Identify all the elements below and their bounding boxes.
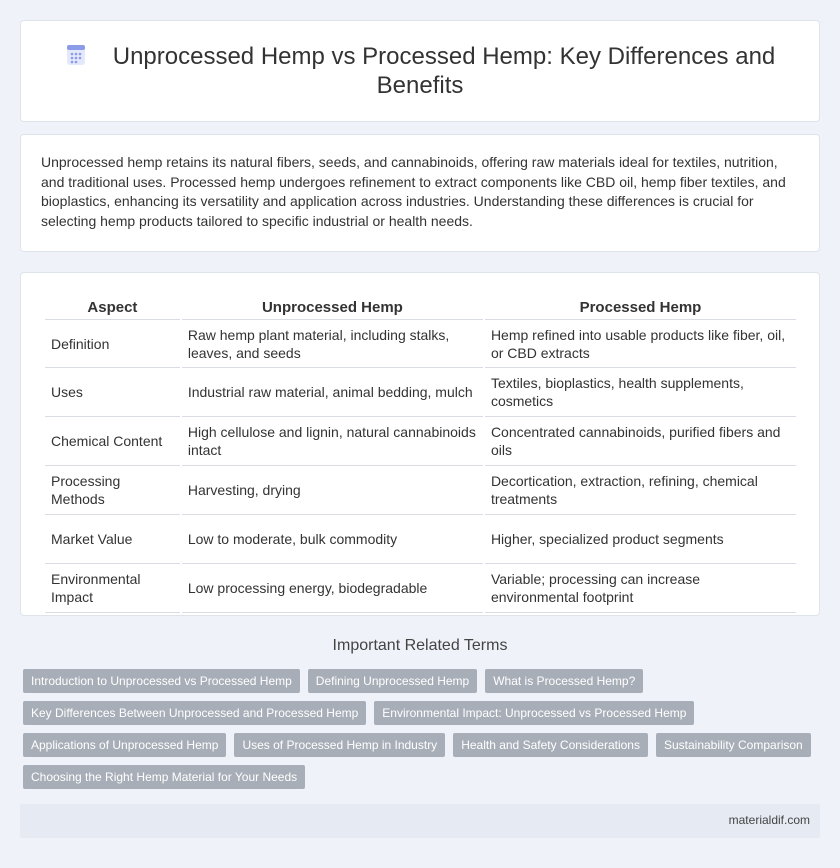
related-term-tag[interactable]: Uses of Processed Hemp in Industry	[234, 733, 445, 757]
tag-row	[23, 733, 823, 757]
table-cell-unprocessed: Industrial raw material, animal bedding, mulch	[182, 368, 483, 417]
table-header-processed: Processed Hemp	[485, 294, 796, 320]
related-term-tag[interactable]: Choosing the Right Hemp Material for Your Needs	[23, 765, 305, 789]
page-title	[61, 42, 779, 100]
related-terms-title: Important Related Terms	[332, 637, 508, 654]
table-cell-processed: Decortication, extraction, refining, chemical treatments	[485, 466, 796, 515]
table-cell-unprocessed: Raw hemp plant material, including stalks, leaves, and seeds	[182, 320, 483, 368]
table-cell-aspect: Uses	[45, 368, 180, 417]
table-row	[45, 368, 796, 417]
related-term-tag[interactable]: Health and Safety Considerations	[453, 733, 648, 757]
comparison-table	[43, 294, 798, 613]
footer	[20, 804, 820, 838]
related-term-tag[interactable]: Environmental Impact: Unprocessed vs Processed Hemp	[374, 701, 694, 725]
tag-row	[23, 765, 823, 789]
related-term-tag[interactable]: Defining Unprocessed Hemp	[308, 669, 477, 693]
intro-card	[20, 134, 820, 252]
table-header-unprocessed: Unprocessed Hemp	[182, 294, 483, 320]
table-cell-aspect: Environmental Impact	[45, 564, 180, 613]
table-cell-aspect: Processing Methods	[45, 466, 180, 515]
table-row	[45, 564, 796, 613]
table-cell-unprocessed: Harvesting, drying	[182, 466, 483, 515]
footer-site-link[interactable]: materialdif.com	[728, 813, 810, 827]
table-header-aspect: Aspect	[45, 294, 180, 320]
tag-row	[23, 701, 823, 725]
table-row	[45, 417, 796, 466]
related-term-tag[interactable]: Introduction to Unprocessed vs Processed Hemp	[23, 669, 300, 693]
table-cell-processed: Higher, specialized product segments	[485, 515, 796, 564]
related-term-tag[interactable]: Applications of Unprocessed Hemp	[23, 733, 226, 757]
comparison-table-card	[20, 272, 820, 616]
table-cell-processed: Textiles, bioplastics, health supplements, cosmetics	[485, 368, 796, 417]
table-cell-unprocessed: Low to moderate, bulk commodity	[182, 515, 483, 564]
table-cell-aspect: Chemical Content	[45, 417, 180, 466]
document-icon	[65, 44, 87, 66]
table-row	[45, 320, 796, 368]
table-cell-unprocessed: Low processing energy, biodegradable	[182, 564, 483, 613]
table-cell-aspect: Definition	[45, 320, 180, 368]
related-term-tag[interactable]: Sustainability Comparison	[656, 733, 811, 757]
tag-row	[23, 669, 823, 693]
table-row	[45, 515, 796, 564]
table-cell-processed: Variable; processing can increase environmental footprint	[485, 564, 796, 613]
related-terms-list	[23, 669, 823, 797]
related-term-tag[interactable]: Key Differences Between Unprocessed and Processed Hemp	[23, 701, 366, 725]
table-cell-processed: Hemp refined into usable products like fiber, oil, or CBD extracts	[485, 320, 796, 368]
table-cell-aspect: Market Value	[45, 515, 180, 564]
table-header-row	[45, 294, 796, 320]
table-row	[45, 466, 796, 515]
header-card	[20, 20, 820, 122]
table-cell-unprocessed: High cellulose and lignin, natural cannabinoids intact	[182, 417, 483, 466]
related-term-tag[interactable]: What is Processed Hemp?	[485, 669, 643, 693]
page-title-text: Unprocessed Hemp vs Processed Hemp: Key Differences and Benefits	[112, 43, 776, 99]
table-cell-processed: Concentrated cannabinoids, purified fibers and oils	[485, 417, 796, 466]
intro-paragraph: Unprocessed hemp retains its natural fibers, seeds, and cannabinoids, offering raw materials ideal for textiles, nutrition, and traditional uses. Processed hemp undergoes refinement to extract components like CBD oil, hemp fiber textiles, and bioplastics, enhancing its versatility and application across industries. Understanding these differences is crucial for selecting hemp products tailored to specific industrial or health needs.	[41, 154, 786, 229]
